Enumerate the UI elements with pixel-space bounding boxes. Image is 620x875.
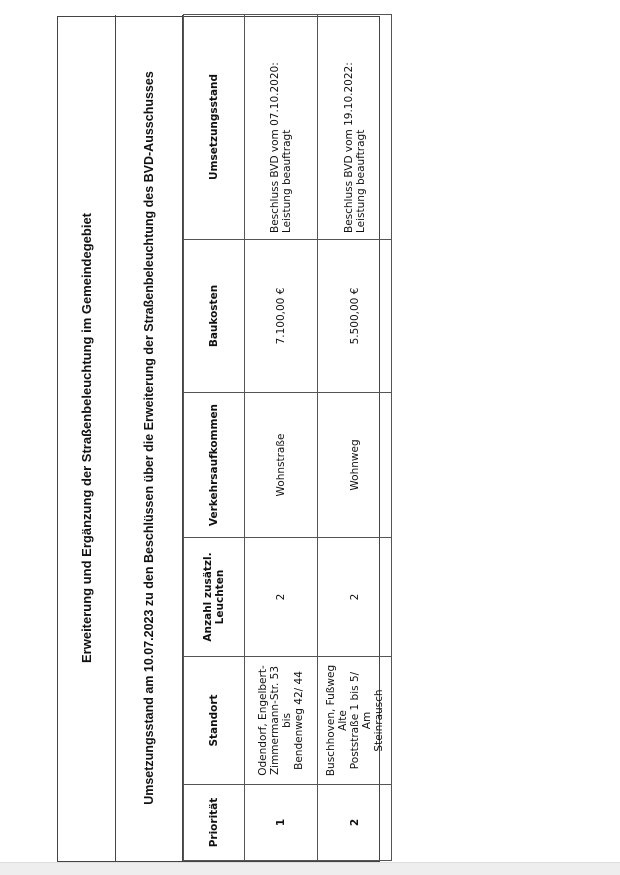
standort-line-2: Poststraße 1 bis 5/ Am — [348, 671, 373, 770]
header-anzahl-line-1: Anzahl zusätzl. — [202, 552, 214, 642]
document-title: Erweiterung und Ergänzung der Straßenbeleuchtung im Gemeindegebiet — [58, 15, 116, 861]
standort-line-1: Odendorf, Engelbert- — [257, 665, 269, 776]
cell-anzahl: 2 — [245, 538, 318, 657]
cell-prioritaet: 2 — [318, 785, 392, 861]
header-anzahl-line-2: Leuchten — [214, 569, 226, 625]
standort-line-3: Bendenweg 42/ 44 — [293, 671, 305, 770]
cell-verkehr: Wohnstraße — [245, 393, 318, 538]
document-subtitle: Umsetzungsstand am 10.07.2023 zu den Beschlüssen über die Erweiterung der Straßenbeleuchtung des BVD-Ausschusses — [116, 15, 183, 861]
cell-standort — [318, 657, 392, 785]
umsetzung-line-1: Beschluss BVD vom 07.10.2020: — [269, 62, 281, 233]
header-baukosten: Baukosten — [184, 240, 245, 393]
standort-line-2: Zimmermann-Str. 53 bis — [269, 665, 293, 776]
header-umsetzung: Umsetzungsstand — [184, 15, 245, 240]
cell-baukosten: 7.100,00 € — [245, 240, 318, 393]
header-anzahl — [184, 538, 245, 657]
standort-line-1: Buschhoven, Fußweg Alte — [324, 664, 349, 777]
status-table — [183, 14, 392, 861]
cell-umsetzung — [245, 15, 318, 240]
cell-verkehr: Wohnweg — [318, 393, 392, 538]
table-row — [318, 15, 392, 861]
rotated-document-page — [57, 16, 385, 862]
table-row — [245, 15, 318, 861]
umsetzung-line-2: Leistung beauftragt — [354, 129, 367, 233]
scan-footer-strip — [0, 862, 620, 875]
header-standort: Standort — [184, 657, 245, 785]
standort-line-3: Steinrausch — [372, 689, 385, 752]
umsetzung-line-1: Beschluss BVD vom 19.10.2022: — [342, 62, 355, 233]
header-verkehr: Verkehrsaufkommen — [184, 393, 245, 538]
cell-anzahl: 2 — [318, 538, 392, 657]
cell-baukosten: 5.500,00 € — [318, 240, 392, 393]
table-header-row — [184, 15, 245, 861]
cell-umsetzung — [318, 15, 392, 240]
header-prioritaet: Priorität — [184, 785, 245, 861]
umsetzung-line-2: Leistung beauftragt — [281, 129, 293, 233]
cell-standort — [245, 657, 318, 785]
cell-prioritaet: 1 — [245, 785, 318, 861]
